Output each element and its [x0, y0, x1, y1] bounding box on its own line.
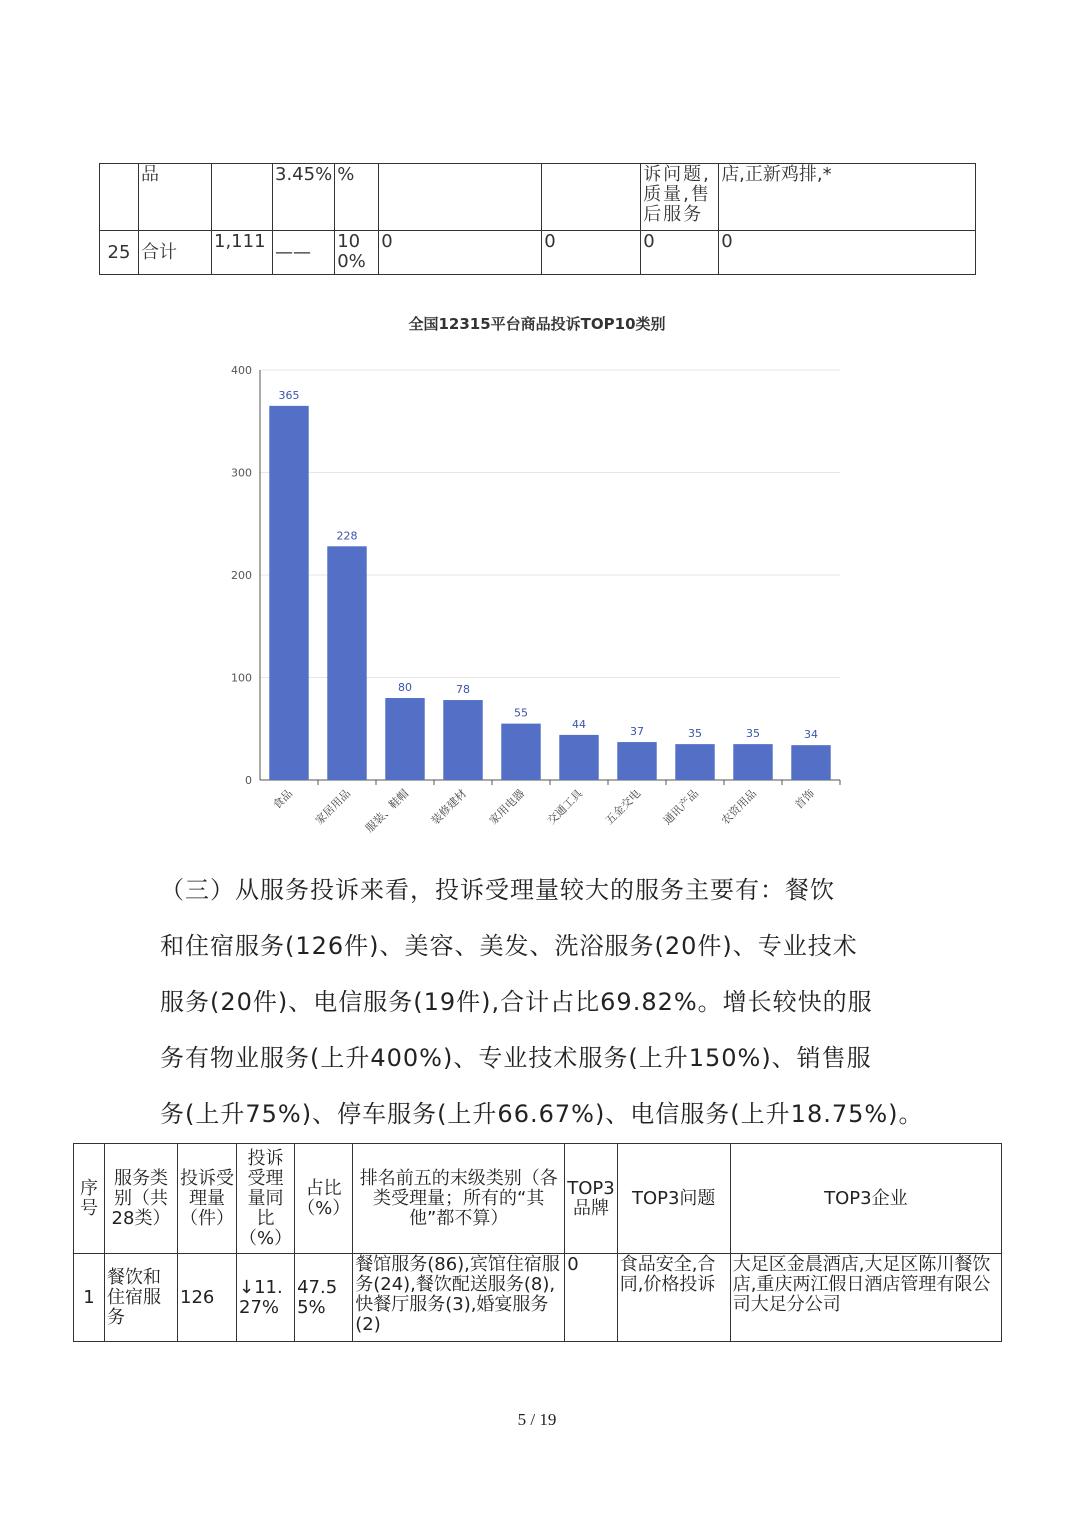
x-tick-label: 通讯产品	[660, 786, 702, 828]
table-cell: 0	[641, 231, 719, 275]
table-cell	[542, 164, 641, 231]
paragraph-line: 务(上升75%)、停车服务(上升66.67%)、电信服务(上升18.75%)。	[160, 1100, 924, 1128]
table-cell	[100, 164, 139, 231]
data-label: 37	[630, 725, 644, 739]
data-label: 35	[746, 727, 760, 741]
header-cell: 投诉受理量（件）	[178, 1144, 237, 1254]
bar	[559, 735, 598, 780]
y-tick-label: 200	[231, 569, 252, 582]
paragraph-line: 和住宿服务(126件)、美容、美发、洗浴服务(20件)、专业技术	[160, 932, 858, 960]
table-cell: 店,正新鸡排,*	[719, 164, 976, 231]
data-label: 365	[278, 388, 300, 402]
chart-title: 全国12315平台商品投诉TOP10类别	[408, 315, 666, 333]
x-tick-label: 家居用品	[312, 786, 354, 828]
complaint-table-continued	[99, 163, 976, 275]
table-cell: 100%	[335, 231, 379, 275]
y-tick-label: 100	[231, 671, 252, 685]
table-cell: 1	[74, 1254, 105, 1342]
bar	[675, 744, 714, 780]
table-row	[74, 1254, 1002, 1342]
bar-chart	[220, 355, 860, 845]
data-label: 55	[514, 706, 528, 720]
x-tick-label: 首饰	[792, 786, 818, 812]
header-cell: 序号	[74, 1144, 105, 1254]
header-cell: TOP3品牌	[565, 1144, 617, 1254]
data-label: 228	[336, 529, 358, 543]
bar	[791, 745, 830, 780]
bar	[443, 700, 482, 780]
table-row	[100, 231, 976, 275]
x-tick-label: 交通工具	[544, 786, 586, 828]
table-header-row	[74, 1144, 1002, 1254]
y-tick-label: 300	[231, 466, 252, 480]
x-tick-label: 五金交电	[602, 786, 644, 828]
table-cell: %	[335, 164, 379, 231]
table-cell: 合计	[139, 231, 212, 275]
x-tick-label: 农资用品	[718, 786, 760, 828]
table-cell: 诉问题,质量,售后服务	[641, 164, 719, 231]
data-label: 35	[688, 727, 702, 741]
table-cell: 餐饮和住宿服务	[105, 1254, 178, 1342]
bar	[617, 742, 656, 780]
page-number: 5 / 19	[517, 1410, 557, 1429]
y-tick-label: 400	[231, 364, 252, 377]
table-cell	[379, 164, 542, 231]
service-complaint-table	[73, 1143, 1002, 1342]
table-cell: 餐馆服务(86),宾馆住宿服务(24),餐饮配送服务(8),快餐厅服务(3),婚宴服务(2)	[353, 1254, 565, 1342]
data-label: 80	[398, 681, 412, 694]
paragraph-line: 务有物业服务(上升400%)、专业技术服务(上升150%)、销售服	[160, 1044, 872, 1072]
x-tick-label: 家用电器	[486, 786, 528, 828]
table-cell: 大足区金晨酒店,大足区陈川餐饮店,重庆两江假日酒店管理有限公司大足分公司	[730, 1254, 1001, 1342]
header-cell: 投诉受理量同比（%）	[237, 1144, 295, 1254]
table-cell: 1,111	[212, 231, 273, 275]
table-cell: ——	[273, 231, 335, 275]
header-cell: 服务类别（共28类）	[105, 1144, 178, 1254]
y-tick-label: 0	[245, 774, 252, 787]
table-cell: 0	[542, 231, 641, 275]
header-cell: TOP3企业	[730, 1144, 1001, 1254]
data-label: 44	[572, 717, 586, 731]
table-cell: 0	[379, 231, 542, 275]
table-cell: 食品安全,合同,价格投诉	[617, 1254, 730, 1342]
data-label: 78	[456, 683, 470, 697]
bar	[269, 406, 308, 780]
x-tick-label: 服装、鞋帽	[363, 786, 412, 836]
bar	[501, 724, 540, 780]
header-cell: 占比（%）	[295, 1144, 353, 1254]
table-cell: ↓11.27%	[237, 1254, 295, 1342]
table-cell: 0	[719, 231, 976, 275]
paragraph-line: （三）从服务投诉来看，投诉受理量较大的服务主要有：餐饮	[160, 876, 835, 904]
bar	[327, 546, 366, 780]
x-tick-label: 食品	[270, 786, 296, 812]
table-cell	[212, 164, 273, 231]
table-cell: 126	[178, 1254, 237, 1342]
table-cell: 47.55%	[295, 1254, 353, 1342]
bar	[733, 744, 772, 780]
table-cell: 25	[100, 231, 139, 275]
bar	[385, 698, 424, 780]
data-label: 34	[804, 728, 818, 742]
x-tick-label: 装修建材	[428, 786, 470, 828]
table-row	[100, 164, 976, 231]
table-cell: 3.45%	[273, 164, 335, 231]
table-cell: 0	[565, 1254, 617, 1342]
header-cell: 排名前五的末级类别（各类受理量；所有的“其他”都不算）	[353, 1144, 565, 1254]
paragraph-line: 服务(20件)、电信服务(19件),合计占比69.82%。增长较快的服	[160, 988, 873, 1016]
header-cell: TOP3问题	[617, 1144, 730, 1254]
table-cell: 品	[139, 164, 212, 231]
